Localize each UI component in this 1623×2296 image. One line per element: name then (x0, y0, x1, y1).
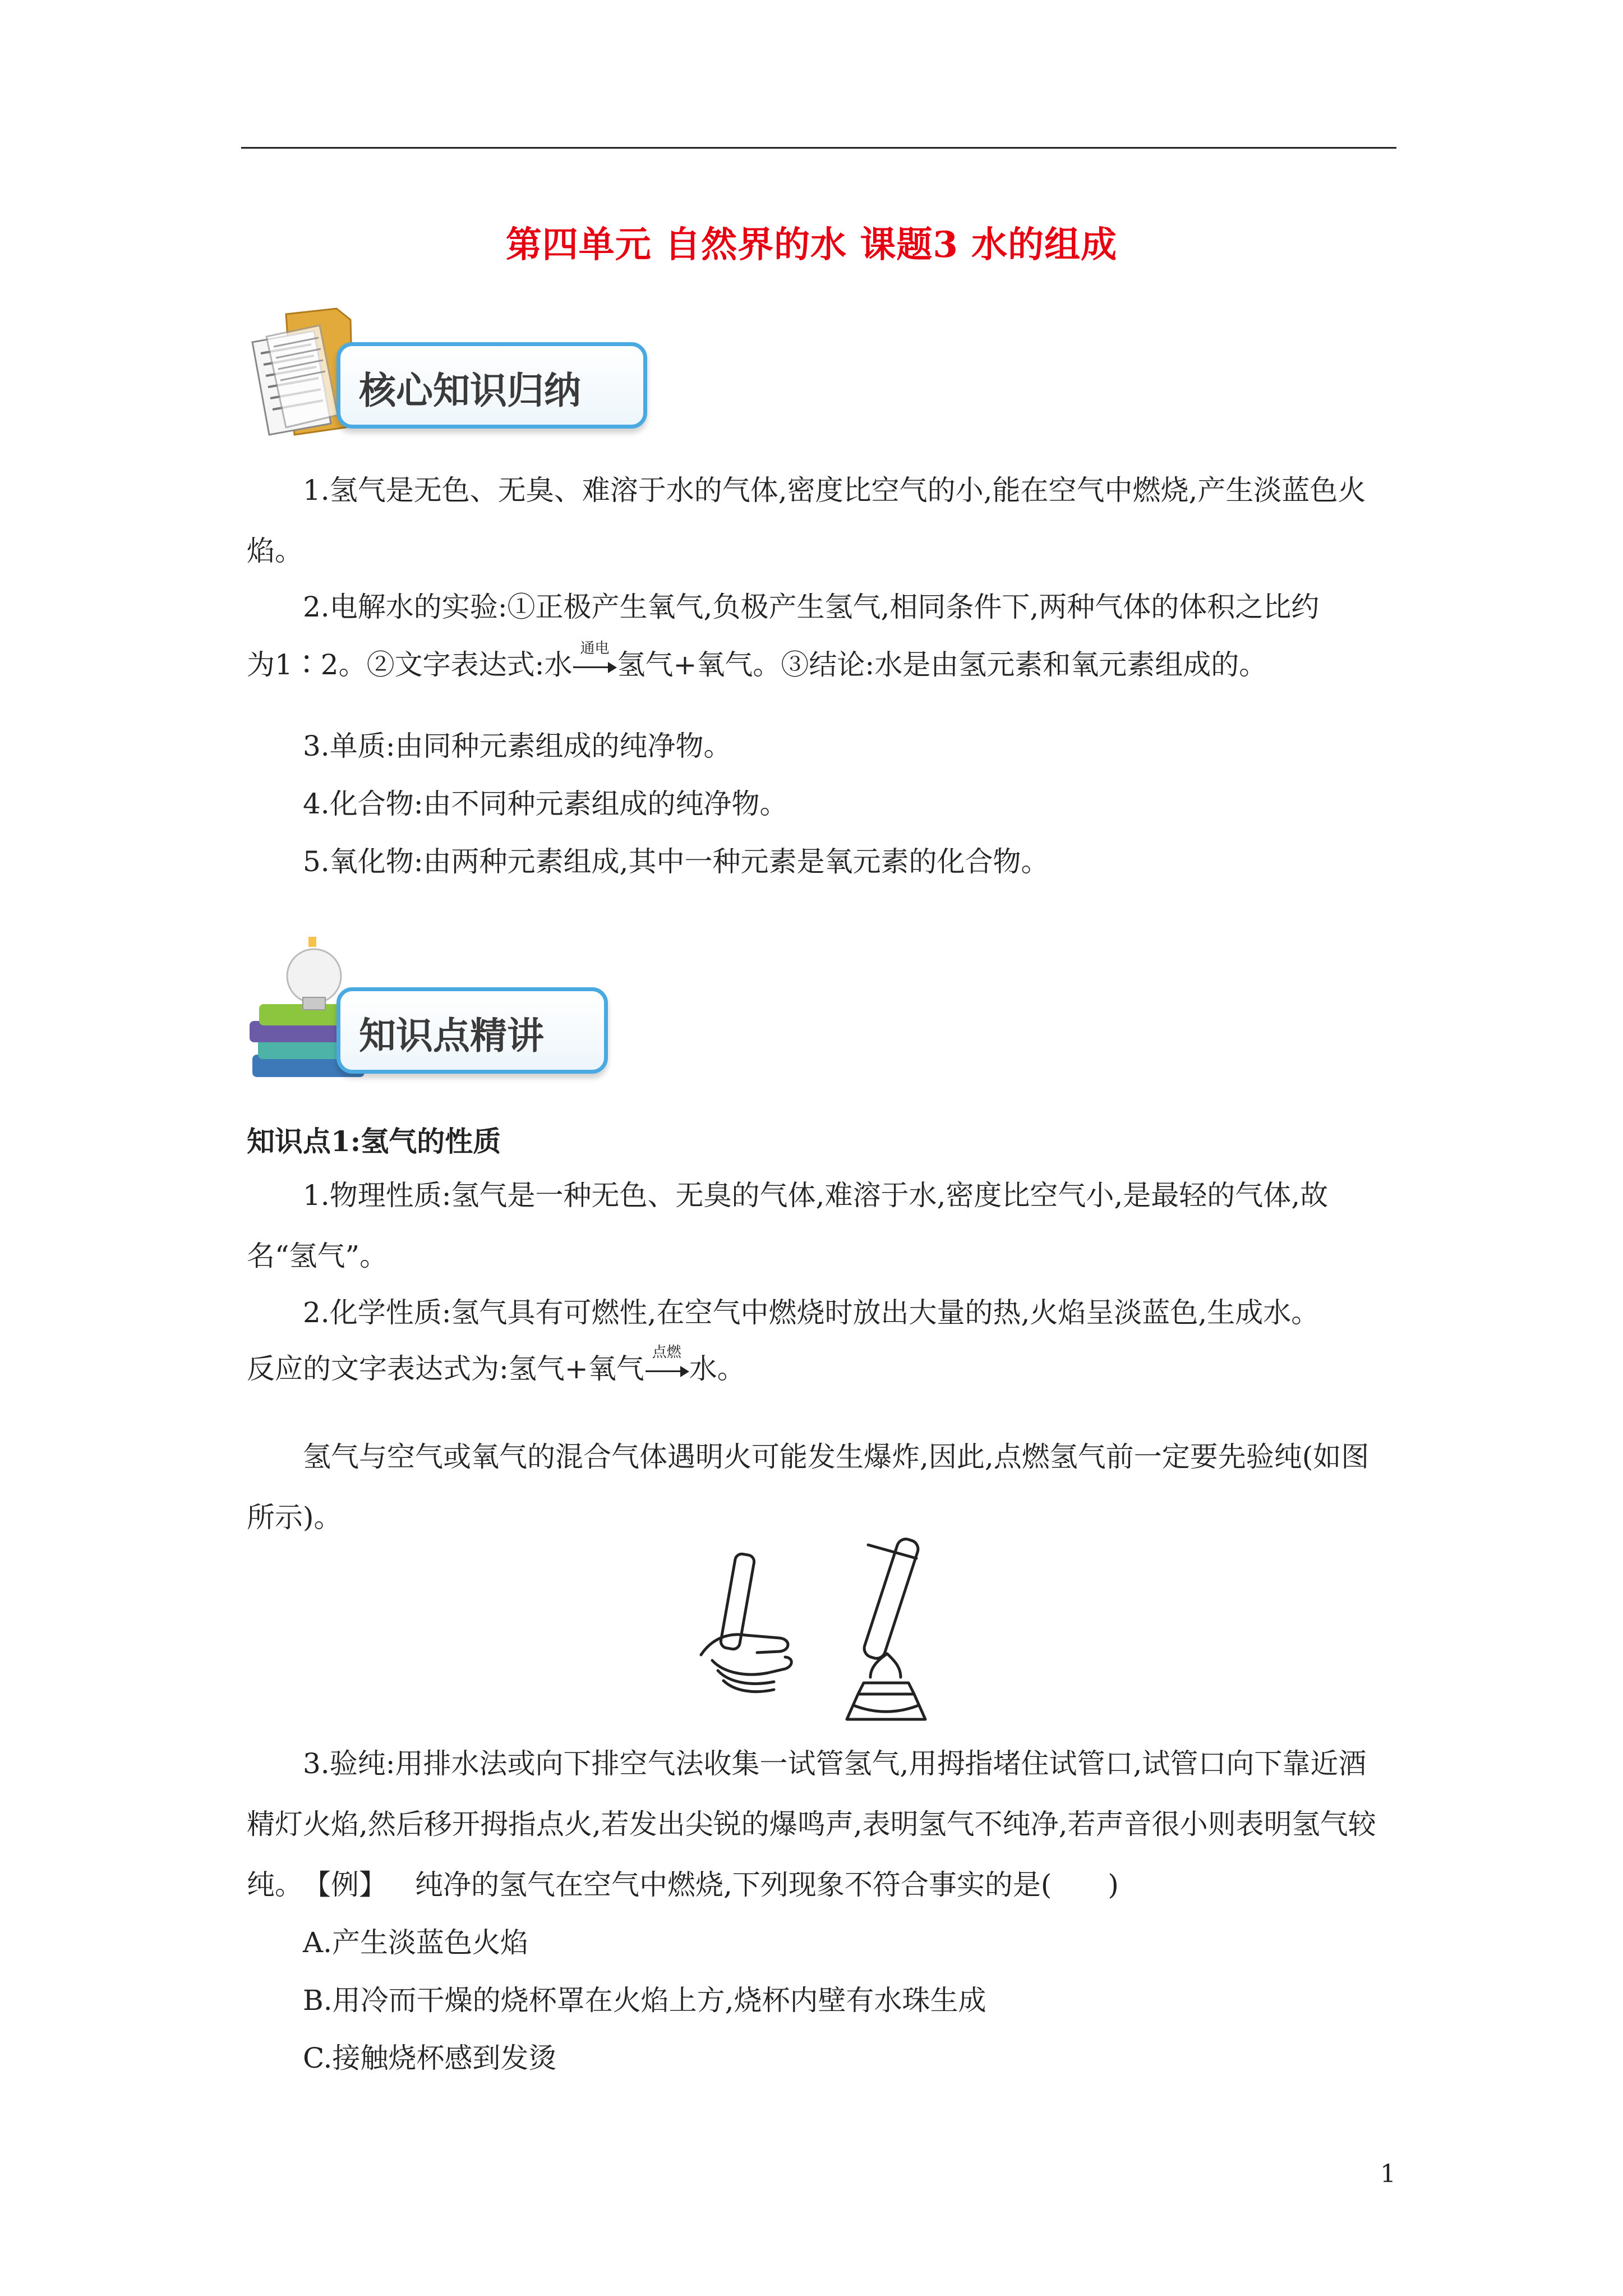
explain-banner (247, 931, 651, 1094)
kp1-item-2-line2 (247, 1346, 745, 1387)
summary-banner-label: 核心知识归纳 (359, 369, 581, 412)
kp1-item-2-text-b: 水。 (689, 1352, 745, 1385)
summary-item-2-line2 (247, 642, 1267, 683)
summary-item-5: 5.氧化物:由两种元素组成,其中一种元素是氧元素的化合物。 (303, 845, 1049, 878)
combustion-arrow (644, 1344, 689, 1377)
page-number: 1 (1380, 2160, 1396, 2188)
inverted-test-tube (862, 1537, 920, 1661)
alcohol-lamp (847, 1654, 925, 1719)
explain-banner-label: 知识点精讲 (359, 1014, 544, 1057)
summary-item-2-text-a: 为1∶2。②文字表达式:水 (247, 648, 573, 681)
summary-item-1: 1.氢气是无色、无臭、难溶于水的气体,密度比空气的小,能在空气中燃烧,产生淡蓝色火焰。 (247, 474, 1366, 567)
summary-banner (247, 303, 651, 438)
kp1-item-3: 氢气与空气或氧气的混合气体遇明火可能发生爆炸,因此,点燃氢气前一定要先验纯(如图所示)。 (247, 1441, 1370, 1534)
example-question (303, 1862, 1119, 1903)
summary-item-3: 3.单质:由同种元素组成的纯净物。 (303, 730, 732, 762)
example-option-c: C.接触烧杯感到发烫 (303, 2042, 557, 2074)
example-tag: 【例】 (303, 1869, 387, 1901)
summary-item-2-text-b: 氢气+氧气。③结论:水是由氢元素和氧元素组成的。 (617, 648, 1267, 681)
example-option-b: B.用冷而干燥的烧杯罩在火焰上方,烧杯内壁有水珠生成 (303, 1984, 986, 2017)
header-rule (241, 147, 1396, 149)
summary-item-2-line1: 2.电解水的实验:①正极产生氧气,负极产生氢气,相同条件下,两种气体的体积之比约 (303, 591, 1320, 623)
example-question-text: 纯净的氢气在空气中燃烧,下列现象不符合事实的是( ) (415, 1869, 1119, 1901)
reaction-condition: 通电 (580, 640, 610, 657)
reaction-arrow (572, 640, 617, 673)
kp1-item-1: 1.物理性质:氢气是一种无色、无臭的气体,难溶于水,密度比空气小,是最轻的气体,故名“氢气”。 (247, 1179, 1329, 1272)
kp1-item-2-text-a: 反应的文字表达式为:氢气+氧气 (247, 1352, 644, 1385)
combustion-condition: 点燃 (652, 1344, 681, 1361)
example-option-a: A.产生淡蓝色火焰 (303, 1926, 529, 1959)
kp1-item-2-line1: 2.化学性质:氢气具有可燃性,在空气中燃烧时放出大量的热,火焰呈淡蓝色,生成水。 (303, 1296, 1320, 1329)
page-title: 第四单元 自然界的水 课题3 水的组成 (505, 224, 1118, 266)
summary-item-4: 4.化合物:由不同种元素组成的纯净物。 (303, 788, 788, 820)
hand-holding-tube (701, 1553, 791, 1691)
purity-test-illustration (690, 1526, 970, 1728)
kp1-item-4: 3.验纯:用排水法或向下排空气法收集一试管氢气,用拇指堵住试管口,试管口向下靠近酒精灯火焰,然后移开拇指点火,若发出尖锐的爆鸣声,表明氢气不纯净,若声音很小则表明氢气较纯。 (247, 1747, 1376, 1901)
kp1-heading: 知识点1:氢气的性质 (247, 1125, 501, 1158)
